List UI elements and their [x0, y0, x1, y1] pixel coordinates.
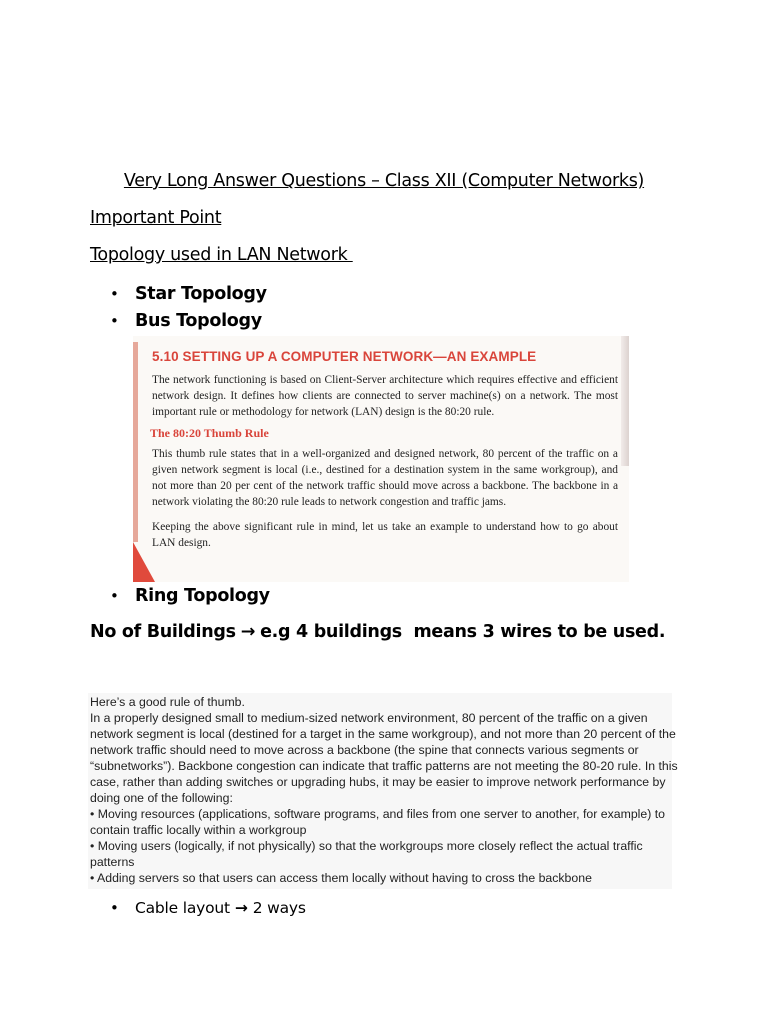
scanned-textbook-excerpt	[133, 336, 629, 582]
scan-paragraph-intro: The network functioning is based on Client-Server architecture which requires effective and efficient network design. It defines how clients are connected to server machine(s) on a network. The most important rule or methodology for network (LAN) design is the 80:20 rule.	[152, 374, 618, 418]
important-point-heading: Important Point	[90, 208, 222, 228]
document-title: Very Long Answer Questions – Class XII (Computer Networks)	[123, 171, 645, 191]
bullet-marker: •	[110, 899, 119, 917]
list-item-ring-topology	[110, 586, 270, 606]
quote-line: • Adding servers so that users can access them locally without having to cross the backbone	[90, 871, 592, 885]
scan-subheading: The 80:20 Thumb Rule	[150, 426, 269, 440]
bullet-marker: •	[110, 587, 119, 605]
quote-line: In a properly designed small to medium-sized network environment, 80 percent of the traffic on a given network segment is local (destined for a target in the same workgroup), and not more than 20 percent of the network traffic should need to move across a backbone (the spine that connects various segments or “subnetworks”). Backbone congestion can indicate that traffic patterns are not meeting the 80-20 rule. In this case, rather than adding switches or upgrading hubs, it may be easier to improve network performance by doing one of the following:	[90, 711, 678, 805]
list-item-label: Star Topology	[135, 284, 267, 304]
arrow-right-icon: →	[240, 622, 256, 642]
scan-paragraph-example: Keeping the above significant rule in mind, let us take an example to understand how to go about LAN design.	[152, 521, 618, 549]
scan-page-edge	[621, 336, 629, 466]
list-item-label: Cable layout	[135, 899, 230, 917]
topology-heading: Topology used in LAN Network	[90, 245, 353, 265]
list-item-star-topology	[110, 284, 267, 304]
arrow-right-icon: →	[234, 899, 248, 917]
rule-suffix: e.g 4 buildings means 3 wires to be used.	[260, 622, 666, 642]
scan-paragraph-rule: This thumb rule states that in a well-organized and designed network, 80 percent of the traffic on a given network segment is local (i.e., destined for a destination system in the same workgroup), and not more than 20 per cent of the network traffic should move across a backbone. The backbone in a network violating the 80:20 rule leads to network congestion and traffic jams.	[152, 448, 618, 508]
list-item-bus-topology	[110, 311, 262, 331]
bullet-marker: •	[110, 312, 119, 330]
scan-margin-bar	[133, 342, 138, 542]
scan-corner-mark	[133, 542, 155, 582]
quote-line: • Moving users (logically, if not physically) so that the workgroups more closely reflect the actual traffic patterns	[90, 839, 643, 869]
bullet-marker: •	[110, 285, 119, 303]
list-item-cable-layout	[110, 899, 306, 917]
scan-section-heading: 5.10 SETTING UP A COMPUTER NETWORK—AN EXAMPLE	[152, 349, 537, 364]
list-item-value: 2 ways	[252, 899, 306, 917]
buildings-rule-line	[90, 622, 665, 642]
rule-prefix: No of Buildings	[90, 622, 236, 642]
shaded-quote-text	[90, 694, 678, 886]
quote-line: • Moving resources (applications, software programs, and files from one server to another, for example) to contain traffic locally within a workgroup	[90, 807, 666, 837]
quote-line: Here’s a good rule of thumb.	[90, 695, 245, 709]
list-item-label: Bus Topology	[135, 311, 262, 331]
list-item-label: Ring Topology	[135, 586, 270, 606]
